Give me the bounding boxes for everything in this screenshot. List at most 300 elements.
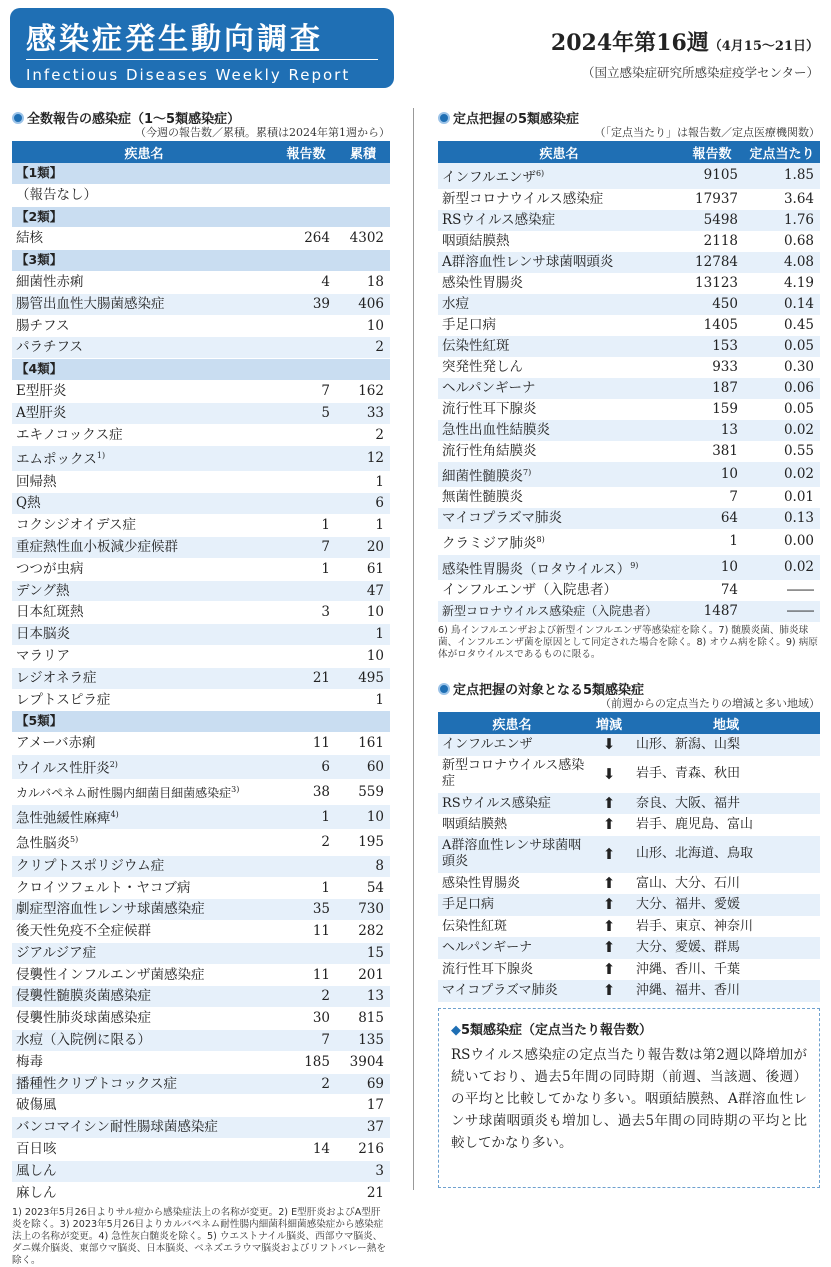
- disease-label: 細菌性赤痢: [16, 273, 84, 290]
- footnote-ref: 5): [70, 835, 79, 845]
- per-sentinel: 3.64: [783, 190, 814, 207]
- weekly-count: 21: [276, 667, 336, 689]
- cumulative-total: 61: [336, 558, 390, 580]
- disease-label: 重症熱性血小板減少症候群: [16, 539, 178, 556]
- table-row: [12, 446, 390, 471]
- weekly-count: 74: [720, 582, 738, 598]
- per-sentinel: ――: [787, 582, 814, 598]
- footnote-ref: 9): [630, 560, 639, 570]
- weekly-count: 933: [712, 358, 738, 375]
- weekly-count: 7: [276, 1030, 336, 1052]
- disease-name: [438, 252, 680, 273]
- cumulative-total: 282: [336, 921, 390, 943]
- table-row: [12, 805, 390, 830]
- table-row: [438, 378, 820, 399]
- disease-label: パラチフス: [16, 339, 83, 356]
- week-period: （4月15～21日）: [708, 39, 819, 54]
- notifiable-notes: 1) 2023年5月26日よりサル痘から感染症法上の名称が変更。2) E型肝炎およびA型肝炎を除く。3) 2023年5月26日よりカルバペネム耐性腸内細菌科細菌感染症から感染症法上の名称が変更。4) 急性灰白髄炎を除く。5) ウエストナイル脳炎、西部ウマ脳炎、ダニ媒介脳炎、東部ウマ脳炎、日本脳炎、ベネズエラウマ脳炎およびリフトバレー熱を除く。: [12, 1207, 386, 1267]
- per-sentinel: 0.00: [783, 533, 814, 550]
- cumulative-total: 4302: [336, 228, 390, 250]
- up-arrow-icon: ⬆: [586, 836, 632, 873]
- cumulative-total: 33: [336, 402, 390, 424]
- top-regions: 大分、愛媛、群馬: [632, 937, 820, 959]
- disease-label: クリプトスポリジウム症: [16, 857, 165, 874]
- disease-name: [12, 899, 276, 921]
- cumulative-total: 135: [336, 1030, 390, 1052]
- table-row: [438, 420, 820, 441]
- table-row: [12, 1117, 390, 1139]
- weekly-count: [276, 315, 336, 337]
- footnote-ref: 1): [96, 451, 106, 461]
- top-regions: 富山、大分、石川: [636, 875, 741, 891]
- disease-label: Q熱: [16, 495, 41, 512]
- table-row: [12, 624, 390, 646]
- disease-name: [12, 402, 276, 424]
- table-row: [438, 937, 820, 959]
- footnote-ref: 8): [536, 535, 545, 544]
- weekly-count: 5498: [680, 210, 744, 231]
- cumulative-total: 1: [336, 689, 390, 711]
- table-row: [12, 184, 390, 206]
- week-label: [551, 26, 819, 57]
- disease-label: マイコプラズマ肺炎: [442, 510, 563, 526]
- weekly-count: [276, 424, 336, 446]
- disease-label: 劇症型溶血性レンサ球菌感染症: [16, 901, 205, 918]
- cumulative-total: 8: [336, 855, 390, 877]
- table-row: [12, 1095, 390, 1117]
- weekly-count: 11: [276, 733, 336, 755]
- table-row: [438, 894, 820, 916]
- disease-label: ウイルス性肝炎: [16, 760, 110, 777]
- weekly-count: 1: [276, 515, 336, 537]
- disease-label: 無菌性髄膜炎: [442, 489, 523, 505]
- disease-label: レジオネラ症: [16, 669, 97, 686]
- per-sentinel: 4.19: [783, 274, 814, 291]
- disease-label: （報告なし）: [16, 186, 97, 203]
- disease-name: 咽頭結膜熱: [442, 817, 508, 832]
- cumulative-total: 1: [336, 624, 390, 646]
- weekly-count: 13: [680, 420, 744, 441]
- cumulative-total: [336, 184, 390, 206]
- table-row: [438, 210, 820, 231]
- weekly-count: 159: [712, 400, 738, 417]
- up-arrow-icon: ⬆: [586, 980, 632, 1002]
- disease-label: コクシジオイデス症: [16, 517, 136, 534]
- disease-label: 風しん: [16, 1162, 57, 1179]
- disease-label: 細菌性髄膜炎: [442, 468, 523, 484]
- disease-label: 日本脳炎: [16, 626, 70, 643]
- disease-label: 水痘（入院例に限る）: [16, 1032, 151, 1049]
- footnote-ref: 3): [231, 785, 240, 795]
- disease-label: カルバペネム耐性腸内細菌目細菌感染症: [16, 786, 232, 801]
- disease-name: [12, 733, 276, 755]
- table-row: [12, 315, 390, 337]
- disease-name: [12, 184, 276, 206]
- col-total: 累積: [336, 141, 390, 163]
- table-row: [12, 1073, 390, 1095]
- disease-label: 結核: [16, 230, 43, 247]
- up-arrow-icon: ⬆: [602, 916, 616, 935]
- disease-label: 日本紅斑熱: [16, 604, 84, 621]
- disease-label: つつが虫病: [16, 560, 84, 577]
- weekly-count: [276, 624, 336, 646]
- disease-name: [12, 1182, 276, 1204]
- disease-name: [12, 921, 276, 943]
- table-row: [438, 580, 820, 601]
- table-row: [438, 252, 820, 273]
- table-row: [12, 921, 390, 943]
- disease-label: 侵襲性肺炎球菌感染症: [16, 1010, 151, 1027]
- weekly-count: 4: [276, 271, 336, 293]
- cumulative-total: 6: [336, 493, 390, 515]
- top-regions: 大分、福井、愛媛: [632, 894, 820, 916]
- weekly-count: [276, 1095, 336, 1117]
- up-arrow-icon: ⬆: [602, 959, 616, 978]
- table-row: [12, 271, 390, 293]
- banner-divider: [26, 59, 378, 60]
- category-label: 【1類】: [12, 163, 390, 184]
- table-row: [12, 964, 390, 986]
- table-row: [12, 855, 390, 877]
- table-row: [12, 1182, 390, 1204]
- col-count: 報告数: [680, 141, 744, 163]
- disease-name: [438, 231, 680, 252]
- disease-name: [438, 462, 680, 488]
- disease-label: クラミジア肺炎: [442, 535, 537, 552]
- disease-label: 麻しん: [16, 1184, 57, 1201]
- disease-name: [12, 646, 276, 668]
- report-banner: [10, 8, 394, 88]
- weekly-count: [276, 1117, 336, 1139]
- weekly-count: 450: [680, 294, 744, 315]
- table-row: [438, 462, 820, 488]
- cumulative-total: 20: [336, 537, 390, 559]
- table-row: [12, 1139, 390, 1161]
- disease-name: インフルエンザ: [438, 734, 586, 756]
- cumulative-total: 195: [336, 830, 390, 855]
- disease-name: 新型コロナウイルス感染症: [442, 758, 585, 789]
- notifiable-table: [12, 141, 390, 1204]
- cumulative-total: 161: [336, 733, 390, 755]
- disease-name: [12, 689, 276, 711]
- table-row: [438, 601, 820, 622]
- cumulative-total: 730: [336, 899, 390, 921]
- sentinel-title: 定点把握の5類感染症: [438, 108, 820, 125]
- col-region: 地域: [632, 712, 820, 734]
- disease-name: 伝染性紅斑: [442, 918, 508, 934]
- bullet-icon: [12, 112, 24, 124]
- weekly-count: 7: [729, 489, 738, 505]
- cumulative-total: 495: [336, 667, 390, 689]
- per-sentinel: 0.05: [744, 336, 820, 357]
- down-arrow-icon: ⬇: [602, 765, 616, 783]
- table-row: [12, 471, 390, 493]
- weekly-count: 13123: [695, 274, 738, 291]
- per-sentinel: 0.13: [744, 508, 820, 529]
- table-row: [12, 780, 390, 805]
- top-regions: 奈良、大阪、福井: [632, 793, 820, 815]
- category-row: [12, 711, 390, 733]
- weekly-count: 2118: [703, 232, 738, 249]
- disease-name: [438, 294, 680, 315]
- table-row: [438, 916, 820, 938]
- disease-label: インフルエンザ（入院患者）: [442, 582, 617, 598]
- disease-name: 流行性耳下腺炎: [442, 961, 534, 977]
- disease-label: 感染性胃腸炎: [442, 274, 523, 291]
- category-row: [12, 163, 390, 184]
- disease-label: 侵襲性インフルエンザ菌感染症: [16, 966, 205, 983]
- cumulative-total: 815: [336, 1008, 390, 1030]
- cumulative-total: 3: [336, 1160, 390, 1182]
- notifiable-subtitle: （今週の報告数／累積。累積は2024年第1週から）: [135, 126, 390, 139]
- table-row: [438, 980, 820, 1002]
- disease-name: [12, 380, 276, 402]
- table-row: [438, 487, 820, 508]
- disease-label: 流行性耳下腺炎: [442, 400, 537, 417]
- weekly-count: 1: [276, 558, 336, 580]
- cumulative-total: 54: [336, 877, 390, 899]
- weekly-count: 11: [276, 921, 336, 943]
- disease-name: [12, 515, 276, 537]
- category-label: 【2類】: [12, 206, 390, 228]
- weekly-count: 7: [276, 537, 336, 559]
- table-row: [438, 734, 820, 756]
- weekly-count: 7: [276, 380, 336, 402]
- per-sentinel: 0.06: [744, 378, 820, 399]
- weekly-count: [276, 184, 336, 206]
- category-label: 【3類】: [12, 250, 390, 272]
- disease-name: [12, 558, 276, 580]
- disease-label: 咽頭結膜熱: [442, 232, 510, 249]
- weekly-count: 5: [276, 402, 336, 424]
- footnote-ref: 6): [535, 169, 545, 178]
- cumulative-total: 12: [336, 446, 390, 471]
- category-row: [12, 250, 390, 272]
- col-disease: 疾患名: [438, 712, 586, 734]
- footnote-ref: 7): [523, 467, 532, 477]
- disease-label: クロイツフェルト・ヤコブ病: [16, 879, 191, 896]
- disease-name: [12, 624, 276, 646]
- disease-name: [438, 336, 680, 357]
- table-row: [12, 380, 390, 402]
- weekly-count: [276, 446, 336, 471]
- top-regions: 岩手、東京、神奈川: [636, 918, 754, 934]
- sentinel-section: [438, 108, 820, 1002]
- weekly-count: 14: [276, 1139, 336, 1161]
- disease-name: RSウイルス感染症: [438, 793, 586, 815]
- weekly-count: [276, 580, 336, 602]
- weekly-count: 64: [680, 508, 744, 529]
- cumulative-total: 13: [336, 986, 390, 1008]
- table-row: [438, 315, 820, 336]
- disease-name: [438, 273, 680, 294]
- disease-name: [12, 1139, 276, 1161]
- table-row: [438, 555, 820, 581]
- disease-name: [12, 424, 276, 446]
- disease-label: 流行性角結膜炎: [442, 442, 537, 459]
- table-row: [438, 793, 820, 815]
- disease-name: [12, 293, 276, 315]
- cumulative-total: 17: [336, 1095, 390, 1117]
- disease-name: [438, 399, 680, 420]
- cumulative-total: 60: [336, 755, 390, 780]
- down-arrow-icon: ⬇: [586, 734, 632, 756]
- weekly-count: [276, 337, 336, 359]
- table-row: [12, 986, 390, 1008]
- table-row: [438, 959, 820, 981]
- disease-name: A群溶血性レンサ球菌咽頭炎: [438, 836, 586, 873]
- disease-name: [12, 337, 276, 359]
- disease-name: [12, 805, 276, 830]
- cumulative-total: 10: [336, 315, 390, 337]
- notifiable-title: 全数報告の感染症（1～5類感染症）: [12, 108, 390, 125]
- disease-name: ヘルパンギーナ: [438, 937, 586, 959]
- per-sentinel: 0.68: [783, 232, 814, 249]
- cumulative-total: 37: [336, 1117, 390, 1139]
- disease-label: 突発性発しん: [442, 358, 523, 375]
- cumulative-total: 216: [336, 1139, 390, 1161]
- disease-label: 梅毒: [16, 1053, 43, 1070]
- weekly-count: [276, 1160, 336, 1182]
- trend-title: 定点把握の対象となる5類感染症: [438, 679, 820, 696]
- disease-label: ジアルジア症: [16, 944, 97, 961]
- disease-label: 新型コロナウイルス感染症: [442, 190, 604, 207]
- cumulative-total: 10: [336, 602, 390, 624]
- per-sentinel: ――: [744, 601, 820, 622]
- per-sentinel: 0.05: [783, 400, 814, 417]
- up-arrow-icon: ⬆: [602, 815, 616, 833]
- per-sentinel: 0.55: [783, 442, 814, 459]
- table-row: [12, 337, 390, 359]
- disease-name: [12, 877, 276, 899]
- table-row: [12, 293, 390, 315]
- table-row: [438, 873, 820, 895]
- disease-label: E型肝炎: [16, 382, 67, 399]
- disease-label: A型肝炎: [16, 404, 67, 421]
- table-row: [438, 399, 820, 420]
- disease-label: レプトスピラ症: [16, 691, 111, 708]
- disease-label: 後天性免疫不全症候群: [16, 923, 151, 940]
- cumulative-total: 47: [336, 580, 390, 602]
- table-row: [12, 402, 390, 424]
- disease-label: マラリア: [16, 648, 70, 665]
- disease-label: A群溶血性レンサ球菌咽頭炎: [442, 253, 614, 270]
- disease-name: [12, 964, 276, 986]
- disease-name: [12, 271, 276, 293]
- table-row: [438, 814, 820, 836]
- sentinel-notes: 6) 鳥インフルエンザおよび新型インフルエンザ等感染症を除く。7) 髄膜炎菌、肺炎球菌、インフルエンザ菌を原因として同定された場合を除く。8) オウム病を除く。9) 病原体がロタウイルスであるものに限る。: [438, 625, 818, 660]
- weekly-count: 1: [276, 877, 336, 899]
- weekly-count: 3: [276, 602, 336, 624]
- top-regions: 岩手、鹿児島、富山: [636, 817, 754, 832]
- table-row: [12, 602, 390, 624]
- weekly-count: 11: [276, 964, 336, 986]
- disease-label: 手足口病: [442, 316, 496, 333]
- col-count: 報告数: [276, 141, 336, 163]
- table-row: [12, 558, 390, 580]
- top-regions: 岩手、青森、秋田: [636, 766, 741, 781]
- table-row: [12, 515, 390, 537]
- disease-name: [12, 537, 276, 559]
- per-sentinel: 0.02: [744, 555, 820, 581]
- cumulative-total: 162: [336, 380, 390, 402]
- weekly-count: 2: [276, 1073, 336, 1095]
- weekly-count: 2: [276, 986, 336, 1008]
- table-row: [12, 537, 390, 559]
- weekly-count: 1: [276, 805, 336, 830]
- disease-name: [438, 601, 680, 622]
- weekly-count: 6: [276, 755, 336, 780]
- weekly-count: 381: [712, 442, 738, 459]
- disease-name: [12, 315, 276, 337]
- column-divider: [413, 108, 414, 1190]
- table-row: [12, 942, 390, 964]
- table-row: [438, 231, 820, 252]
- table-row: [438, 273, 820, 294]
- weekly-count: 1: [729, 533, 738, 550]
- table-row: [12, 830, 390, 855]
- disease-name: [12, 446, 276, 471]
- sentinel-subtitle: （「定点当たり」は報告数／定点医療機関数）: [594, 126, 820, 139]
- disease-label: 急性出血性結膜炎: [442, 421, 550, 438]
- disease-name: [12, 228, 276, 250]
- per-sentinel: 0.14: [744, 294, 820, 315]
- weekly-count: [276, 1182, 336, 1204]
- disease-name: 手足口病: [438, 894, 586, 916]
- disease-name: [12, 580, 276, 602]
- organization: （国立感染症研究所感染症疫学センター）: [581, 65, 819, 80]
- cumulative-total: 69: [336, 1073, 390, 1095]
- disease-label: エキノコックス症: [16, 426, 123, 443]
- disease-name: 感染性胃腸炎: [442, 875, 521, 891]
- cumulative-total: 1: [336, 471, 390, 493]
- disease-name: [438, 315, 680, 336]
- disease-name: [438, 487, 680, 508]
- category-label: 【5類】: [12, 711, 390, 733]
- cumulative-total: 406: [336, 293, 390, 315]
- up-arrow-icon: ⬆: [602, 873, 616, 892]
- table-row: [438, 294, 820, 315]
- weekly-count: 35: [276, 899, 336, 921]
- weekly-count: [276, 646, 336, 668]
- disease-name: [12, 830, 276, 855]
- category-row: [12, 206, 390, 228]
- disease-name: [12, 986, 276, 1008]
- disease-name: [438, 529, 680, 555]
- per-sentinel: 4.08: [744, 252, 820, 273]
- disease-name: [438, 378, 680, 399]
- table-row: [438, 529, 820, 555]
- disease-label: 腸チフス: [16, 317, 70, 334]
- table-row: [12, 667, 390, 689]
- table-row: [438, 189, 820, 210]
- weekly-count: 2: [276, 830, 336, 855]
- top-regions: 山形、新潟、山梨: [632, 734, 820, 756]
- disease-name: [438, 555, 680, 581]
- cumulative-total: 18: [336, 271, 390, 293]
- disease-label: ヘルパンギーナ: [442, 379, 536, 396]
- table-row: [12, 1008, 390, 1030]
- col-disease: 疾患名: [438, 141, 680, 163]
- disease-name: [438, 189, 680, 210]
- disease-name: マイコプラズマ肺炎: [438, 980, 586, 1002]
- disease-name: [438, 163, 680, 189]
- disease-label: アメーバ赤痢: [16, 735, 96, 752]
- disease-name: [12, 1160, 276, 1182]
- weekly-count: 30: [276, 1008, 336, 1030]
- disease-name: [438, 420, 680, 441]
- top-regions: 沖縄、香川、千葉: [636, 961, 741, 977]
